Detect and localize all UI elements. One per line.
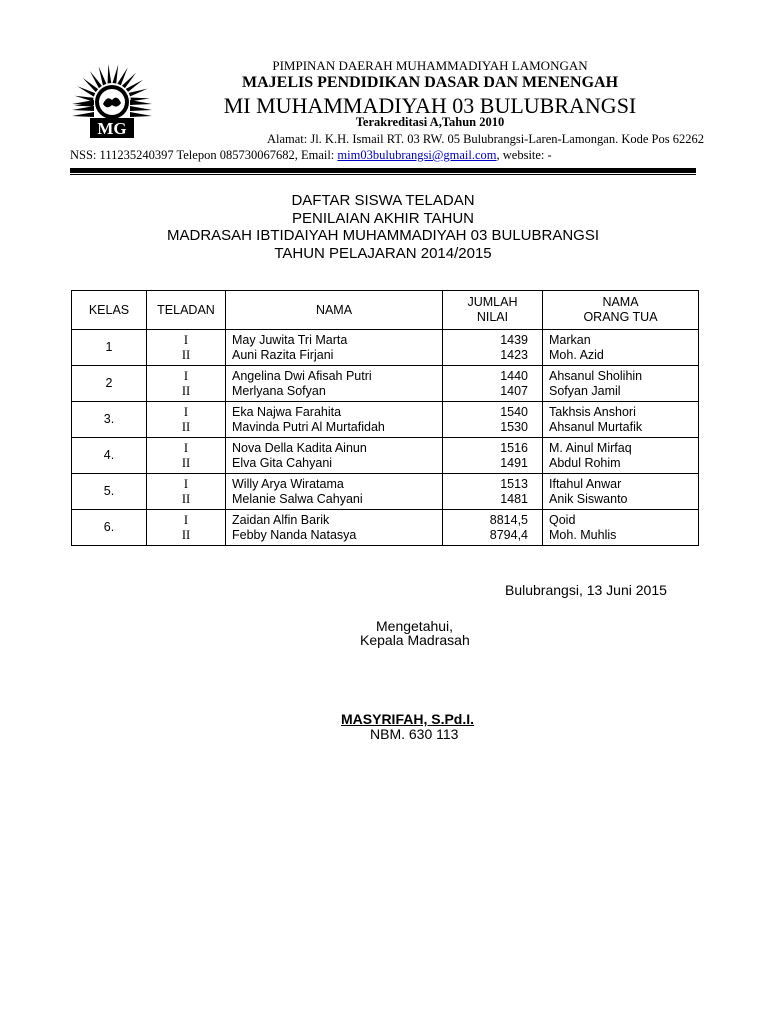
header-kelas: KELAS bbox=[72, 291, 147, 330]
cell-kelas-1: 3. bbox=[103, 412, 115, 426]
cell-nama-2: Auni Razita Firjani bbox=[232, 347, 334, 362]
cell-nama bbox=[226, 438, 443, 474]
cell-teladan-1: I bbox=[183, 404, 189, 419]
logo-ray bbox=[130, 106, 152, 111]
table-row bbox=[72, 510, 699, 546]
header-nilai: NILAI bbox=[476, 310, 509, 324]
cell-nama bbox=[226, 330, 443, 366]
cell-kelas bbox=[72, 474, 147, 510]
cell-kelas-1: 5. bbox=[103, 484, 115, 498]
cell-jumlah-nilai bbox=[443, 366, 543, 402]
cell-nama bbox=[226, 402, 443, 438]
cell-nama-1: Angelina Dwi Afisah Putri bbox=[232, 368, 372, 383]
letterhead-divider-thin bbox=[70, 174, 696, 175]
contact-prefix: NSS: 111235240397 Telepon 085730067682, Email: bbox=[70, 148, 338, 162]
cell-nama bbox=[226, 366, 443, 402]
cell-kelas bbox=[72, 366, 147, 402]
logo-ray bbox=[108, 64, 112, 83]
cell-orang-tua-2: Sofyan Jamil bbox=[549, 383, 621, 398]
cell-teladan-2: II bbox=[181, 527, 191, 542]
table-row bbox=[72, 402, 699, 438]
cell-orang-tua bbox=[543, 330, 699, 366]
cell-orang-tua-1: M. Ainul Mirfaq bbox=[549, 440, 632, 455]
cell-orang-tua-1: Takhsis Anshori bbox=[549, 404, 636, 419]
cell-nama-1: Willy Arya Wiratama bbox=[232, 476, 344, 491]
signer-name: MASYRIFAH, S.Pd.I. bbox=[341, 711, 475, 727]
table-row bbox=[72, 438, 699, 474]
signer-position: Kepala Madrasah bbox=[360, 632, 470, 648]
logo-ray bbox=[130, 100, 152, 105]
cell-kelas-1: 4. bbox=[103, 448, 115, 462]
student-table bbox=[71, 290, 699, 546]
cell-teladan-1: I bbox=[183, 440, 189, 455]
cell-jumlah-nilai bbox=[443, 438, 543, 474]
cell-jumlah-nilai-2: 1423 bbox=[500, 347, 528, 362]
cell-jumlah-nilai-2: 1491 bbox=[500, 455, 528, 470]
cell-kelas bbox=[72, 510, 147, 546]
table-row bbox=[72, 330, 699, 366]
cell-teladan bbox=[147, 366, 226, 402]
cell-nama-1: May Juwita Tri Marta bbox=[232, 332, 348, 347]
cell-teladan bbox=[147, 474, 226, 510]
doc-title-line-4: TAHUN PELAJARAN 2014/2015 bbox=[274, 245, 492, 262]
cell-teladan-2: II bbox=[181, 491, 191, 506]
cell-orang-tua-1: Iftahul Anwar bbox=[549, 476, 622, 491]
cell-jumlah-nilai-2: 1407 bbox=[500, 383, 528, 398]
cell-kelas-1: 2 bbox=[105, 376, 113, 390]
cell-nama-1: Eka Najwa Farahita bbox=[232, 404, 342, 419]
cell-nama bbox=[226, 510, 443, 546]
cell-teladan-2: II bbox=[181, 419, 191, 434]
cell-orang-tua-2: Abdul Rohim bbox=[549, 455, 621, 470]
cell-kelas-1: 1 bbox=[105, 340, 113, 354]
logo-ray bbox=[72, 100, 94, 105]
cell-jumlah-nilai-1: 1513 bbox=[500, 476, 528, 491]
cell-jumlah-nilai-2: 1530 bbox=[500, 419, 528, 434]
header-nama-orang-tua bbox=[543, 291, 699, 330]
header-ortu-label: ORANG TUA bbox=[583, 310, 658, 324]
cell-teladan-1: I bbox=[183, 512, 189, 527]
cell-nama-2: Febby Nanda Natasya bbox=[232, 527, 357, 542]
cell-kelas bbox=[72, 402, 147, 438]
cell-orang-tua-1: Markan bbox=[549, 332, 591, 347]
table-row bbox=[72, 474, 699, 510]
cell-teladan bbox=[147, 438, 226, 474]
org-name: PIMPINAN DAERAH MUHAMMADIYAH LAMONGAN bbox=[272, 58, 588, 73]
cell-orang-tua bbox=[543, 366, 699, 402]
doc-title-line-2: PENILAIAN AKHIR TAHUN bbox=[292, 210, 474, 227]
cell-kelas bbox=[72, 438, 147, 474]
letterhead-divider-thick bbox=[70, 168, 696, 173]
logo-ray bbox=[112, 65, 118, 84]
cell-teladan-1: I bbox=[183, 332, 189, 347]
accreditation: Terakreditasi A,Tahun 2010 bbox=[355, 115, 505, 129]
logo-ray bbox=[130, 112, 152, 117]
cell-jumlah-nilai bbox=[443, 510, 543, 546]
cell-orang-tua bbox=[543, 402, 699, 438]
cell-orang-tua bbox=[543, 474, 699, 510]
table-header-row bbox=[72, 291, 699, 330]
cell-teladan bbox=[147, 510, 226, 546]
cell-teladan-2: II bbox=[181, 347, 191, 362]
header-ortu-nama: NAMA bbox=[602, 295, 639, 309]
cell-jumlah-nilai-1: 1540 bbox=[500, 404, 528, 419]
header-nama: NAMA bbox=[226, 291, 443, 330]
cell-teladan-2: II bbox=[181, 455, 191, 470]
cell-orang-tua-1: Ahsanul Sholihin bbox=[549, 368, 643, 383]
email-link[interactable]: mim03bulubrangsi@gmail.com bbox=[337, 148, 497, 162]
header-jumlah-nilai bbox=[443, 291, 543, 330]
cell-orang-tua bbox=[543, 438, 699, 474]
svg-text:MG: MG bbox=[97, 119, 127, 138]
contact-line bbox=[70, 148, 710, 163]
cell-jumlah-nilai bbox=[443, 402, 543, 438]
cell-jumlah-nilai-1: 1516 bbox=[500, 440, 528, 455]
cell-nama-2: Mavinda Putri Al Murtafidah bbox=[232, 419, 385, 434]
contact-suffix: , website: - bbox=[496, 148, 552, 162]
cell-jumlah-nilai-2: 1481 bbox=[500, 491, 528, 506]
cell-teladan-1: I bbox=[183, 476, 189, 491]
cell-kelas-1: 6. bbox=[103, 520, 115, 534]
address-line: Alamat: Jl. K.H. Ismail RT. 03 RW. 05 Bulubrangsi-Laren-Lamongan. Kode Pos 62262 bbox=[266, 132, 704, 146]
cell-jumlah-nilai-1: 8814,5 bbox=[489, 512, 528, 527]
majelis-name: MAJELIS PENDIDIKAN DASAR DAN MENENGAH bbox=[241, 74, 619, 91]
cell-teladan bbox=[147, 330, 226, 366]
cell-kelas bbox=[72, 330, 147, 366]
cell-orang-tua bbox=[543, 510, 699, 546]
header-jumlah: JUMLAH bbox=[467, 295, 518, 309]
table-row bbox=[72, 366, 699, 402]
logo-ray bbox=[72, 112, 94, 117]
cell-nama-2: Elva Gita Cahyani bbox=[232, 455, 333, 470]
cell-orang-tua-2: Anik Siswanto bbox=[549, 491, 628, 506]
cell-nama bbox=[226, 474, 443, 510]
acknowledged-label: Mengetahui, bbox=[376, 618, 454, 634]
cell-nama-1: Zaidan Alfin Barik bbox=[232, 512, 330, 527]
cell-teladan-2: II bbox=[181, 383, 191, 398]
signature-date: Bulubrangsi, 13 Juni 2015 bbox=[505, 582, 667, 598]
signer-nbm: NBM. 630 113 bbox=[370, 726, 459, 742]
logo-ray bbox=[99, 66, 107, 85]
cell-teladan-1: I bbox=[183, 368, 189, 383]
cell-jumlah-nilai-2: 8794,4 bbox=[489, 527, 528, 542]
cell-jumlah-nilai bbox=[443, 474, 543, 510]
doc-title-line-3: MADRASAH IBTIDAIYAH MUHAMMADIYAH 03 BULUBRANGSI bbox=[166, 227, 600, 244]
cell-orang-tua-2: Moh. Muhlis bbox=[549, 527, 617, 542]
cell-nama-2: Melanie Salwa Cahyani bbox=[232, 491, 363, 506]
cell-teladan bbox=[147, 402, 226, 438]
cell-orang-tua-1: Qoid bbox=[549, 512, 576, 527]
cell-nama-2: Merlyana Sofyan bbox=[232, 383, 326, 398]
header-teladan: TELADAN bbox=[147, 291, 226, 330]
cell-jumlah-nilai-1: 1440 bbox=[500, 368, 528, 383]
cell-jumlah-nilai-1: 1439 bbox=[500, 332, 528, 347]
cell-orang-tua-2: Ahsanul Murtafik bbox=[549, 419, 643, 434]
school-name: MI MUHAMMADIYAH 03 BULUBRANGSI bbox=[223, 93, 637, 118]
cell-nama-1: Nova Della Kadita Ainun bbox=[232, 440, 367, 455]
cell-jumlah-nilai bbox=[443, 330, 543, 366]
logo-ray bbox=[129, 89, 148, 97]
muhammadiyah-sun-logo-icon bbox=[70, 62, 154, 146]
doc-title-line-1: DAFTAR SISWA TELADAN bbox=[291, 192, 475, 209]
cell-orang-tua-2: Moh. Azid bbox=[549, 347, 604, 362]
logo-ray bbox=[72, 106, 94, 111]
